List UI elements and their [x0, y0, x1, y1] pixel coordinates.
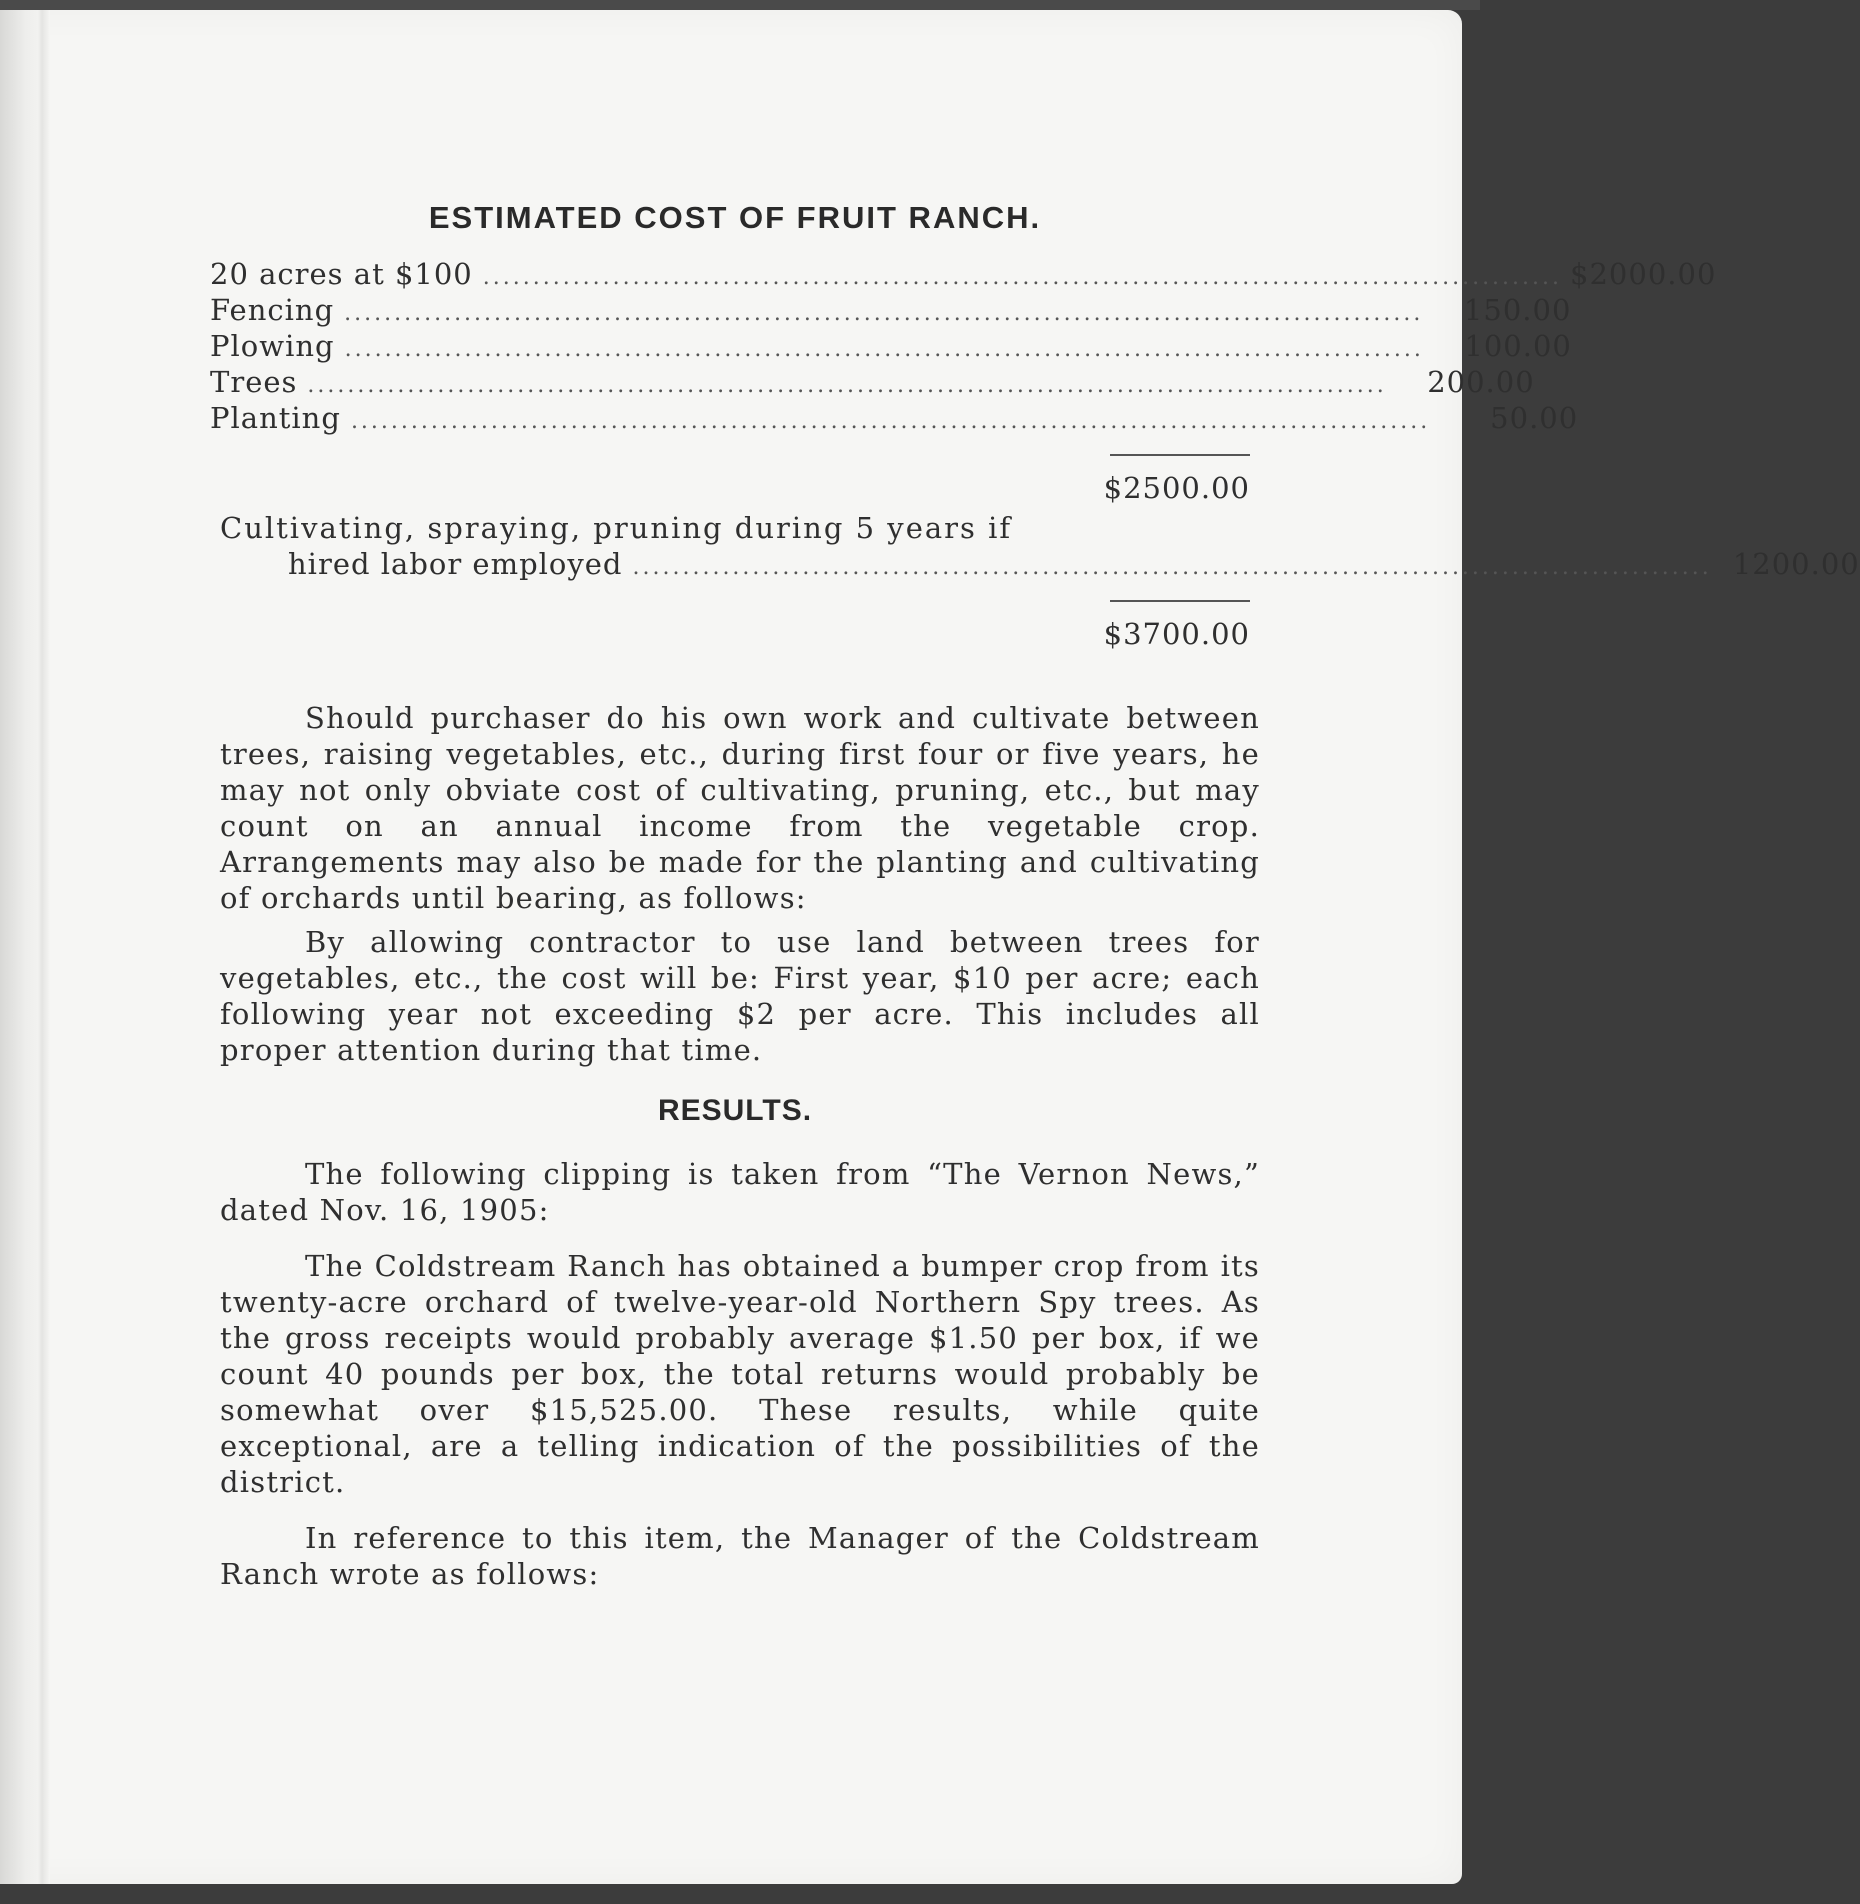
- dot-leader: ............................................................................................................: [482, 265, 1563, 290]
- dot-leader: ............................................................................................................: [307, 373, 1387, 398]
- cost-label: Plowing: [210, 329, 335, 363]
- cost-label: Fencing: [210, 293, 335, 327]
- cost-label: 20 acres at $100: [210, 257, 473, 291]
- cost-row-fencing: [210, 292, 1572, 328]
- grand-total: $3700.00: [1103, 617, 1250, 651]
- page-content: [210, 200, 1860, 1592]
- paragraph: By allowing contractor to use land between trees for vegetables, etc., the cost will be: First year, $10 per acre; each following year not exceeding $2 per acre. This includes all proper attention during that time.: [220, 925, 1260, 1067]
- scan-border: [0, 0, 1480, 10]
- sum-rule: [1110, 600, 1250, 602]
- cost-row-land: [210, 256, 1717, 292]
- cost-row-cultivating: [210, 546, 1860, 582]
- cost-amount: 50.00: [1490, 401, 1579, 435]
- subtotal: $2500.00: [1103, 471, 1250, 505]
- cost-label: Trees: [210, 365, 298, 399]
- cost-row-plowing: [210, 328, 1572, 364]
- paragraph: In reference to this item, the Manager of the Coldstream Ranch wrote as follows:: [220, 1521, 1260, 1591]
- paragraph: The Coldstream Ranch has obtained a bumper crop from its twenty-acre orchard of twelve-year-old Northern Spy trees. As the gross receipts would probably average $1.50 per box, if we count 40 pounds per box, the total returns would probably be somewhat over $15,525.00. These results, while quite exceptional, are a telling indication of the possibilities of the district.: [220, 1249, 1260, 1499]
- cost-amount: 1200.00: [1732, 547, 1860, 581]
- cost-label: Planting: [210, 401, 341, 435]
- cost-amount: 200.00: [1427, 365, 1535, 399]
- cost-label: hired labor employed: [288, 547, 623, 581]
- cost-amount: 150.00: [1463, 293, 1572, 327]
- results-heading: RESULTS.: [657, 1094, 813, 1127]
- paragraph: Should purchaser do his own work and cultivate between trees, raising vegetables, etc., during first four or five years, he may not only obviate cost of cultivating, pruning, etc., but may count on an annual income from the vegetable crop. Arrangements may also be made for the planting and cultivating of orchards until bearing, as follows:: [220, 701, 1260, 915]
- page-heading: ESTIMATED COST OF FRUIT RANCH.: [428, 200, 1042, 235]
- dot-leader: ............................................................................................................: [344, 337, 1424, 362]
- cost-amount: $2000.00: [1570, 257, 1717, 291]
- paragraph: The following clipping is taken from “The Vernon News,” dated Nov. 16, 1905:: [220, 1157, 1260, 1227]
- dot-leader: ............................................................................................................: [344, 301, 1424, 326]
- cost-row-planting: [210, 400, 1579, 436]
- dot-leader: ............................................................................................................: [350, 409, 1431, 434]
- cost-table: [210, 256, 1860, 652]
- cost-amount: 100.00: [1464, 329, 1572, 363]
- cost-row-trees: [210, 364, 1535, 400]
- cultivating-line: Cultivating, spraying, pruning during 5 years if: [220, 511, 1013, 545]
- dot-leader: ............................................................................................................: [632, 555, 1712, 580]
- page-gutter: [0, 10, 50, 1884]
- sum-rule: [1110, 454, 1250, 456]
